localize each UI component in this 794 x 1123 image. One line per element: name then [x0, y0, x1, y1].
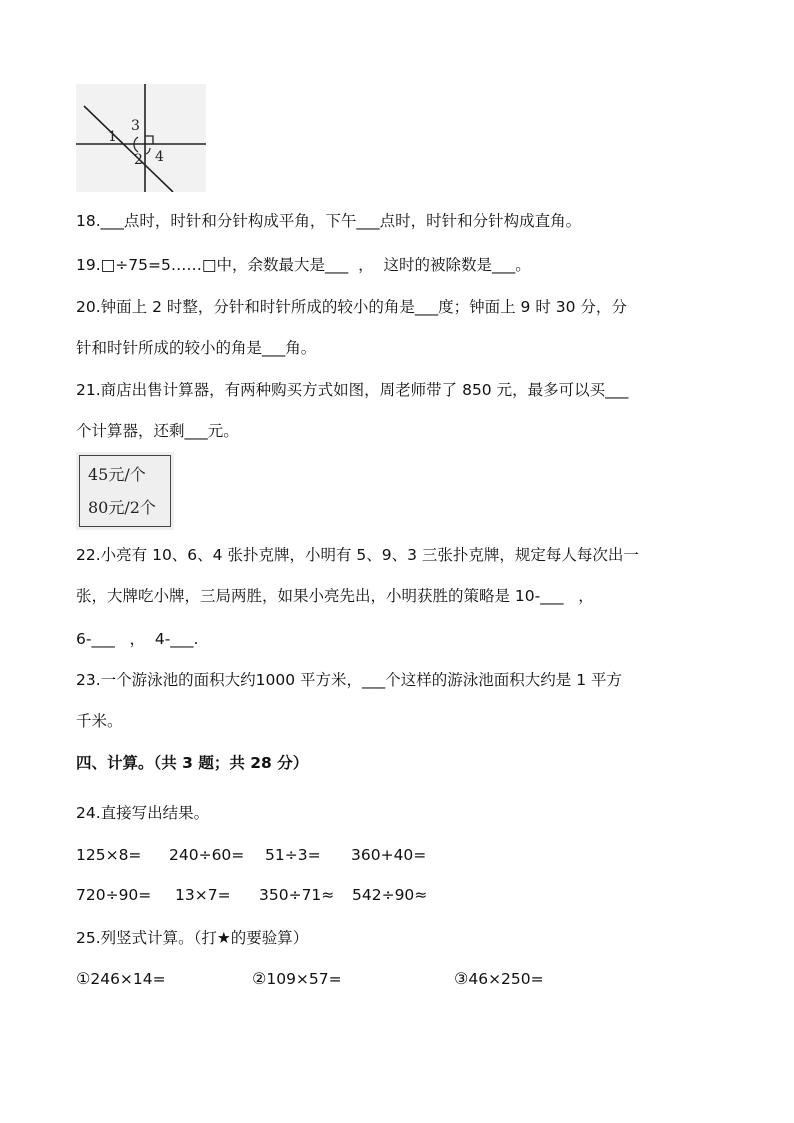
calc-item: 542÷90≈: [352, 886, 428, 904]
question-19: 19.□÷75=5……□中，余数最大是___ ， 这时的被除数是___。: [76, 256, 531, 274]
angle-label-4: 4: [155, 149, 164, 165]
calc-item: 125×8=: [76, 846, 142, 864]
calc-item: 350÷71≈: [259, 886, 335, 904]
question-25-item-1: [76, 969, 166, 989]
question-21-line2: 个计算器，还剩___元。: [76, 422, 239, 440]
calc-item: 13×7=: [175, 886, 231, 904]
question-24-row1: [76, 845, 736, 865]
question-25-item-2: [252, 969, 342, 989]
question-24-row2: [76, 885, 736, 905]
calc-item: 240÷60=: [169, 846, 245, 864]
calc-item: 720÷90=: [76, 886, 152, 904]
calc-item: 109×57=: [266, 970, 342, 988]
price-pair: 80元/2个: [88, 498, 156, 517]
question-22-line1: 22.小亮有 10、6、4 张扑克牌，小明有 5、9、3 三张扑克牌，规定每人每次出一: [76, 546, 639, 564]
question-18: 18.___点时，时针和分针构成平角，下午___点时，时针和分针构成直角。: [76, 212, 582, 230]
section-4-heading: 四、计算。（共 3 题；共 28 分）: [76, 754, 309, 772]
circled-number-3: ③: [454, 969, 469, 988]
calc-item: 46×250=: [468, 970, 544, 988]
question-25-title: 25.列竖式计算。（打★的要验算）: [76, 929, 309, 947]
question-23-line1: 23.一个游泳池的面积大约1000 平方米，___个这样的游泳池面积大约是 1 平方: [76, 671, 622, 689]
question-21-line1: 21.商店出售计算器，有两种购买方式如图，周老师带了 850 元，最多可以买___: [76, 381, 629, 399]
price-box: [76, 452, 174, 530]
question-25-item-3: [454, 969, 544, 989]
question-20-line2: 针和时针所成的较小的角是___角。: [76, 339, 317, 357]
question-25-items: [76, 969, 736, 989]
angle-label-2: 2: [134, 152, 143, 168]
question-20-line1: 20.钟面上 2 时整，分针和时针所成的较小的角是___度；钟面上 9 时 30 分，分: [76, 298, 627, 316]
calc-item: 51÷3=: [265, 846, 321, 864]
calc-item: 246×14=: [90, 970, 166, 988]
circled-number-2: ②: [252, 969, 267, 988]
angle-figure-drawing: [76, 84, 206, 192]
question-24-title: 24.直接写出结果。: [76, 804, 210, 822]
question-23-line2: 千米。: [76, 712, 123, 730]
price-single: 45元/个: [88, 465, 146, 484]
angle-label-3: 3: [131, 118, 140, 134]
calc-item: 360+40=: [351, 846, 427, 864]
question-22-line3: 6-___ ， 4-___.: [76, 630, 199, 648]
question-22-line2: 张，大牌吃小牌，三局两胜，如果小亮先出，小明获胜的策略是 10-___ ，: [76, 587, 594, 605]
angle-figure: [76, 84, 206, 192]
circled-number-1: ①: [76, 969, 91, 988]
angle-label-1: 1: [108, 129, 117, 145]
